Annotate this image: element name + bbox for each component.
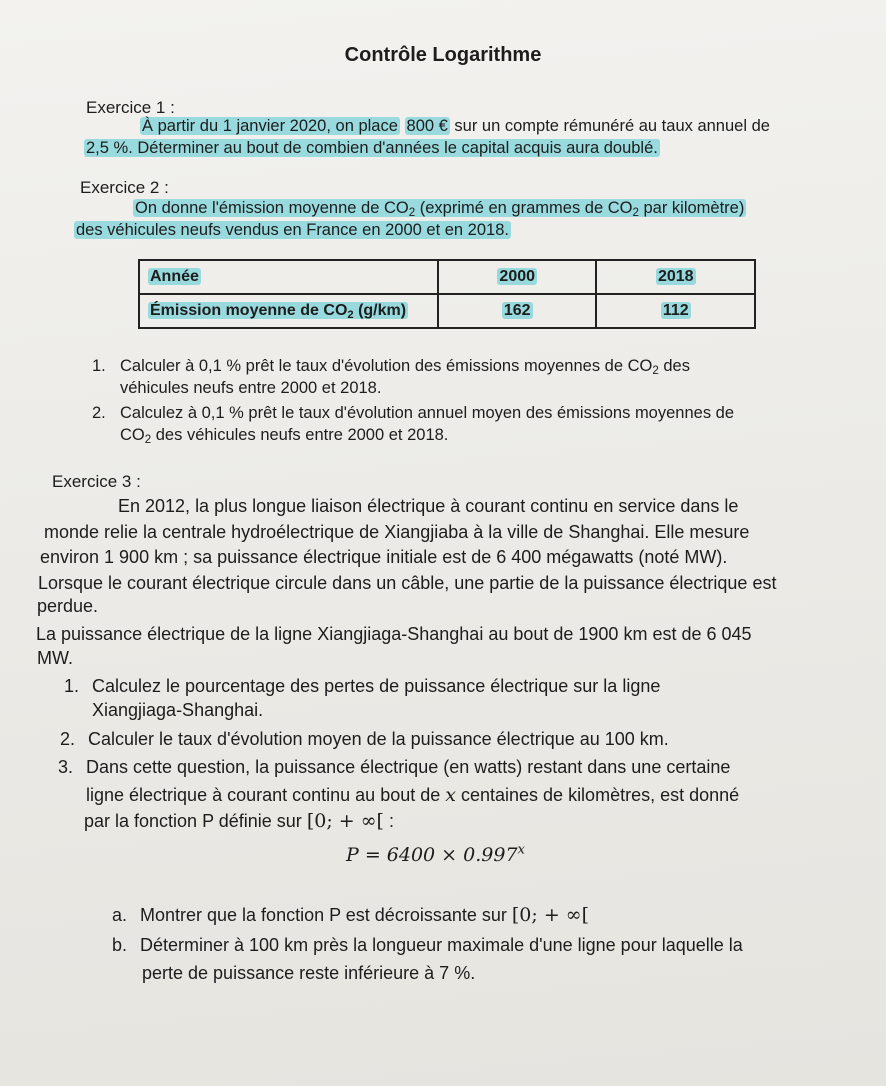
- table-cell: [596, 260, 755, 294]
- exercise-3-question-3-line-3: [84, 810, 394, 832]
- exercise-2-intro-highlight: [133, 199, 746, 217]
- interval: [0; + ∞[: [306, 810, 384, 832]
- exercise-2-text-c: par kilomètre): [638, 199, 745, 217]
- question-text: Calculez à 0,1 % prêt le taux d'évolution annuel moyen des émissions moyennes de: [120, 404, 735, 422]
- question-number: 2.: [92, 404, 106, 422]
- exercise-3-paragraph-line: Lorsque le courant électrique circule dans un câble, une partie de la puissance électrique est: [38, 573, 777, 593]
- exercise-1-amount: 800 €: [406, 117, 448, 135]
- question-text: Calculer le taux d'évolution moyen de la puissance électrique au 100 km.: [88, 729, 669, 749]
- exercise-3-question-1-line-2: Xiangjiaga-Shanghai.: [92, 700, 264, 720]
- table-year-2018: 2018: [657, 268, 694, 285]
- exercise-3-paragraph-line: monde relie la centrale hydroélectrique de Xiangjiaba à la ville de Shanghai. Elle mesure: [44, 522, 750, 542]
- exercise-2-heading: Exercice 2 :: [80, 178, 169, 197]
- question-letter: b.: [112, 935, 128, 955]
- question-text: par la fonction P définie sur: [84, 811, 307, 831]
- exercise-2-line-2: [74, 221, 511, 240]
- power-formula: [346, 844, 525, 866]
- question-text: des: [658, 357, 690, 375]
- exercise-3-question-3: [58, 757, 730, 778]
- formula-main: P = 6400 × 0.997: [346, 844, 518, 866]
- exercise-3-question-b-line-2: perte de puissance reste inférieure à 7 %.: [142, 963, 476, 983]
- exercise-2-line-1: [133, 199, 746, 218]
- emissions-table: [138, 259, 756, 329]
- exercise-2-question-1: [92, 357, 690, 376]
- table-value-2000: 162: [503, 302, 531, 319]
- question-text: Dans cette question, la puissance électrique (en watts) restant dans une certaine: [86, 757, 731, 777]
- interval: [0; + ∞[: [511, 904, 590, 926]
- question-letter: a.: [112, 905, 128, 925]
- question-text: des véhicules neufs entre 2000 et 2018.: [151, 426, 449, 444]
- table-row: [139, 260, 755, 294]
- question-text: Calculer à 0,1 % prêt le taux d'évolution des émissions moyennes de CO: [120, 357, 653, 375]
- table-emission-label-text: Émission moyenne de CO: [150, 302, 348, 319]
- table-cell: [139, 260, 438, 294]
- table-emission-unit: (g/km): [353, 302, 407, 319]
- exercise-1-line-2: [84, 139, 660, 158]
- table-cell: [596, 294, 755, 328]
- table-value-2018: 112: [662, 302, 689, 319]
- co2-subscript: 2: [144, 434, 152, 446]
- exercise-3-paragraph-line: En 2012, la plus longue liaison électrique à courant continu en service dans le: [118, 496, 739, 516]
- exercise-1-text-c: 2,5 %. Déterminer au bout de combien d'années le capital acquis aura doublé.: [86, 139, 658, 157]
- exercise-2-question-2-line-2: [120, 426, 448, 445]
- co2-subscript: 2: [408, 207, 416, 219]
- exercise-2-text-b: (exprimé en grammes de CO: [415, 199, 633, 217]
- exercise-2-question-2: [92, 404, 734, 423]
- exercise-3-paragraph-line: MW.: [37, 648, 73, 668]
- exercise-1-heading: Exercice 1 :: [86, 98, 175, 117]
- exercise-3-question-1: [64, 676, 660, 697]
- question-text: CO: [120, 426, 145, 444]
- table-year-2000: 2000: [499, 268, 536, 285]
- exercise-3-paragraph-line: La puissance électrique de la ligne Xiangjiaga-Shanghai au bout de 1900 km est de 6 045: [36, 624, 752, 644]
- question-text: Calculez le pourcentage des pertes de puissance électrique sur la ligne: [92, 676, 661, 696]
- table-year-label: Année: [150, 268, 199, 285]
- exercise-3-paragraph-line: environ 1 900 km ; sa puissance électrique initiale est de 6 400 mégawatts (noté MW).: [40, 547, 728, 567]
- exercise-3-question-3-line-2: [86, 784, 739, 806]
- table-cell: [438, 294, 597, 328]
- co2-subscript: 2: [347, 309, 354, 321]
- question-text: :: [383, 811, 394, 831]
- question-number: 2.: [60, 729, 76, 749]
- co2-subscript: 2: [632, 207, 639, 219]
- question-number: 1.: [64, 676, 80, 696]
- exercise-3-question-b: [112, 935, 743, 956]
- table-row: [139, 294, 755, 328]
- exercise-2-text-d: des véhicules neufs vendus en France en 2000 et en 2018.: [76, 221, 509, 239]
- exercise-3-question-2: [60, 729, 669, 750]
- question-number: 1.: [92, 357, 106, 375]
- table-cell: [438, 260, 597, 294]
- question-text: ligne électrique à courant continu au bout de: [86, 785, 446, 805]
- table-emission-label: [148, 302, 408, 319]
- question-number: 3.: [58, 757, 74, 777]
- exercise-1-line-1: [140, 117, 770, 136]
- exercise-1-text-a: À partir du 1 janvier 2020, on place: [142, 117, 398, 135]
- table-cell: [139, 294, 438, 328]
- page-title: Contrôle Logarithme: [344, 44, 542, 66]
- variable-x: x: [445, 784, 456, 806]
- exercise-2-question-1-line-2: véhicules neufs entre 2000 et 2018.: [120, 379, 382, 397]
- exercise-1-text-b: sur un compte rémunéré au taux annuel de: [454, 117, 770, 135]
- exercise-2-text-a: On donne l'émission moyenne de CO: [135, 199, 409, 217]
- exercise-3-paragraph-line: perdue.: [37, 596, 99, 616]
- exercise-3-heading: Exercice 3 :: [52, 472, 141, 491]
- question-text: Déterminer à 100 km près la longueur maximale d'une ligne pour laquelle la: [140, 935, 743, 955]
- question-text: centaines de kilomètres, est donné: [455, 785, 740, 805]
- question-text: Montrer que la fonction P est décroissante sur: [140, 905, 512, 925]
- formula-exponent: x: [517, 842, 526, 858]
- exercise-3-question-a: [112, 904, 589, 926]
- co2-subscript: 2: [652, 365, 659, 377]
